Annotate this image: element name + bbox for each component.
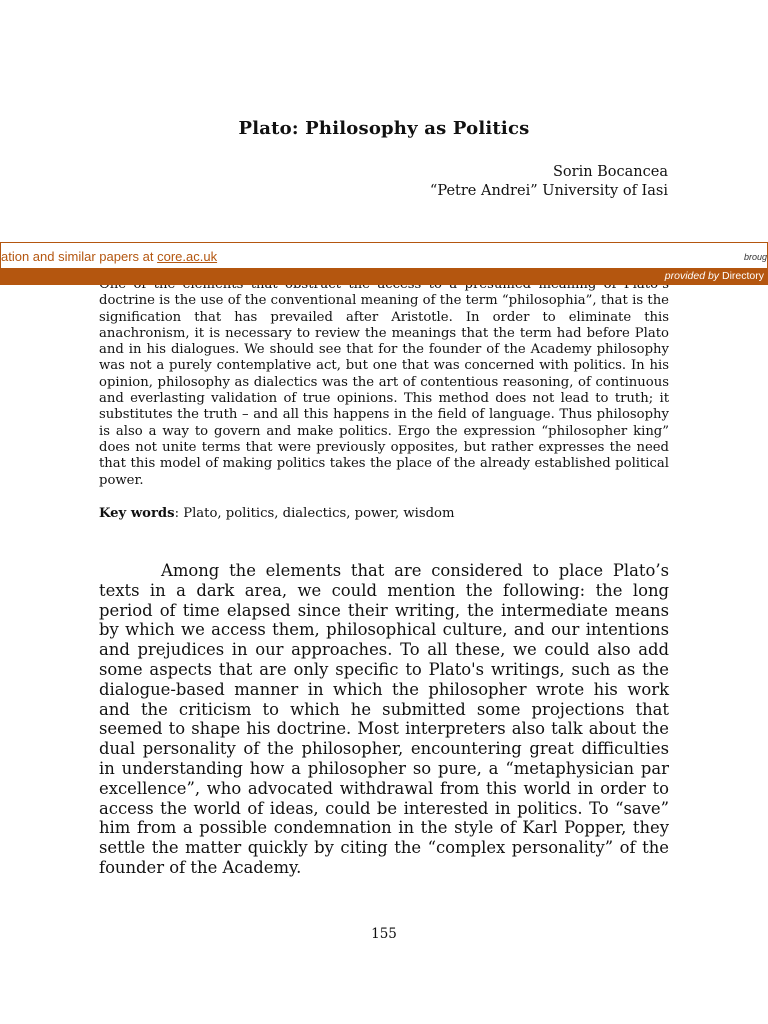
provider-link[interactable]: Directory	[721, 270, 764, 282]
keywords	[99, 506, 669, 521]
keywords-label: Key words	[99, 506, 175, 521]
body-paragraph: Among the elements that are considered to place Plato’s texts in a dark area, we could mention the following: the long period of time elapsed since their writing, the intermediate means by which we access them, philosophical culture, and our intentions and prejudices in our approaches. To all these, we could also add some aspects that are only specific to Plato's writings, such as the dialogue-based manner in which the philosopher wrote his work and the criticism to which he submitted some projections that seemed to shape his doctrine. Most interpreters also talk about the dual personality of the philosopher, encountering great difficulties in understanding how a philosopher so pure, a “metaphysician par excellence”, who advocated withdrawal from this world in order to access the world of ideas, could be interested in politics. To “save” him from a possible condemnation in the style of Karl Popper, they settle the matter quickly by citing the “complex personality” of the founder of the Academy.	[99, 561, 669, 877]
page-number: 155	[371, 926, 397, 942]
author-affiliation: “Petre Andrei” University of Iasi	[429, 183, 668, 199]
core-banner-right-fragment: broug	[743, 252, 767, 262]
core-banner-bottom	[0, 268, 768, 285]
core-provided-by	[665, 270, 764, 282]
keywords-values: : Plato, politics, dialectics, power, wisdom	[174, 506, 455, 521]
abstract: doctrine is the use of the conventional meaning of the term “philosophia”, that is the signification that has prevailed after Aristotle. In order to eliminate this anachronism, it is necessary to review the meanings that the term had before Plato and in his dialogues. We should see that for the founder of the Academy philosophy was not a purely contemplative act, but one that was concerned with politics. In his opinion, philosophy as dialectics was the art of contentious reasoning, of continuous and everlasting validation of true opinions. This method does not lead to truth; it substitutes the truth – and all this happens in the field of language. Thus philosophy is also a way to govern and make politics. Ergo the expression “philosopher king” does not unite terms that were previously opposites, but rather expresses the need that this model of making politics takes the place of the already established political power.	[99, 293, 669, 488]
core-banner-prefix: ation and similar papers at	[1, 249, 158, 264]
provided-by-label: provided by	[664, 270, 720, 282]
core-ac-uk-link[interactable]: core.ac.uk	[157, 249, 218, 264]
core-banner	[0, 242, 768, 285]
core-banner-top	[0, 242, 768, 268]
paper-title: Plato: Philosophy as Politics	[238, 118, 530, 139]
core-banner-text	[1, 249, 217, 264]
author-name: Sorin Bocancea	[552, 164, 668, 180]
